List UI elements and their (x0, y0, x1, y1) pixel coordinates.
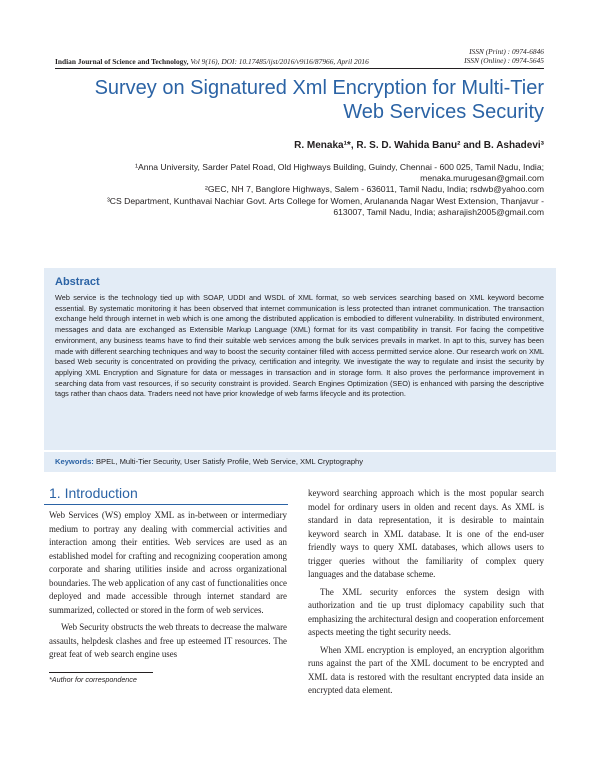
paper-title (55, 76, 544, 124)
title-line-2: Web Services Security (343, 101, 544, 123)
issn-block (464, 47, 544, 65)
abstract-heading: Abstract (55, 276, 100, 288)
footnote-rule (49, 672, 153, 673)
section-rule (44, 504, 288, 505)
keywords-list: BPEL, Multi-Tier Security, User Satisfy Profile, Web Service, XML Cryptography (93, 457, 364, 466)
issn-print: ISSN (Print) : 0974-6846 (469, 47, 544, 56)
issn-online: ISSN (Online) : 0974-5645 (464, 56, 544, 65)
journal-details: Vol 9(16), DOI: 10.17485/ijst/2016/v9i16/87966, April 2016 (188, 57, 369, 66)
paragraph: keyword searching approach which is the most popular search model for ordinary users in olden and recent days. As XML is standard in data representation, it is desirable to maintain keyword search in XML database. It is one of the end-user friendly ways to query XML databases, which allows users to trigger queries without the familiarity of complex query languages and the database scheme. (308, 488, 544, 579)
title-line-1: Survey on Signatured Xml Encryption for Multi-Tier (94, 77, 544, 99)
right-column (308, 487, 544, 698)
affiliations (55, 162, 544, 218)
keywords-label: Keywords: (55, 457, 94, 466)
header-rule (55, 68, 544, 69)
abstract-text: Web service is the technology tied up with SOAP, UDDI and WSDL of XML format, so web services searching based on XML keyword become essential. By systematic monitoring it has been observed that internet communication is less protected than intranet communication. The transaction exchange held through internet in web which is one among the distributed application is embodied to different vulnerability. In distributed environment, messages and data are exchanged as Extensible Markup Language (XML) format for its vast compatibility in transit. For facing the competitive environment, any business teams have to find their suitable web services among the bulk services prevails in market. In apt to this, survey has been made with different searching techniques and way to boost the security container filled with access permitted service alone. Our research work on XML based Web security is concentrated on providing the privacy, certification and integrity. We investigate the way to regulate and insist the security by applying XML Encryption and Signature for data or messages in transaction and in storage form. It also proves the performance improvement in searching data from vast resources, if so security constraint is provided. Search Engines Optimization (SEO) is enhanced with parsing the descriptive tags rather than chaos data. Traders need not have prior knowledge of web farms lifecycle and its protection. (55, 293, 544, 399)
paragraph: Web Services (WS) employ XML as in-between or intermediary medium to portray any dealing with commercial activities and interaction among their entities. Web services are used as an established model for crafting and recognizing cooperation among corporate and sharing utilities inside and across organizational boundaries. The web application of any cast of functionalities once deployed and made accessible through internet standard are summarized, collected or stored in the form of web services. (49, 510, 287, 615)
affiliation-line: ²GEC, NH 7, Banglore Highways, Salem - 636011, Tamil Nadu, India; rsdwb@yahoo.com (205, 184, 544, 195)
affiliation-line: 613007, Tamil Nadu, India; asharajish2005@gmail.com (333, 206, 544, 217)
journal-name: Indian Journal of Science and Technology, (55, 57, 189, 66)
footnote: *Author for correspondence (49, 675, 137, 684)
section-heading: 1. Introduction (49, 485, 138, 501)
keywords (55, 457, 363, 466)
paragraph: When XML encryption is employed, an encryption algorithm runs against the part of the XML document to be encrypted and XML data is restored with the resultant encrypted data inside an encrypted data element. (308, 644, 544, 695)
author-list: R. Menaka¹*, R. S. D. Wahida Banu² and B. Ashadevi³ (294, 140, 544, 151)
affiliation-line: ³CS Department, Kunthavai Nachiar Govt. Arts College for Women, Arulananda Nagar West Extension, Thanjavur - (106, 195, 544, 206)
paragraph: Web Security obstructs the web threats to decrease the malware assaults, helpdesk clashes and free up esteemed IT resources. The great feat of web search engine uses (49, 622, 287, 659)
left-column (49, 509, 287, 662)
affiliation-line: ¹Anna University, Sarder Patel Road, Old Highways Building, Guindy, Chennai - 600 025, Tamil Nadu, India; (135, 162, 544, 172)
affiliation-line: menaka.murugesan@gmail.com (420, 173, 544, 184)
journal-citation (55, 57, 369, 66)
paragraph: The XML security enforces the system design with authorization and tie up trust diplomacy capability such that emphasizing the architectural design and cooperation enforcement aspects meeting the tight security needs. (308, 586, 544, 637)
